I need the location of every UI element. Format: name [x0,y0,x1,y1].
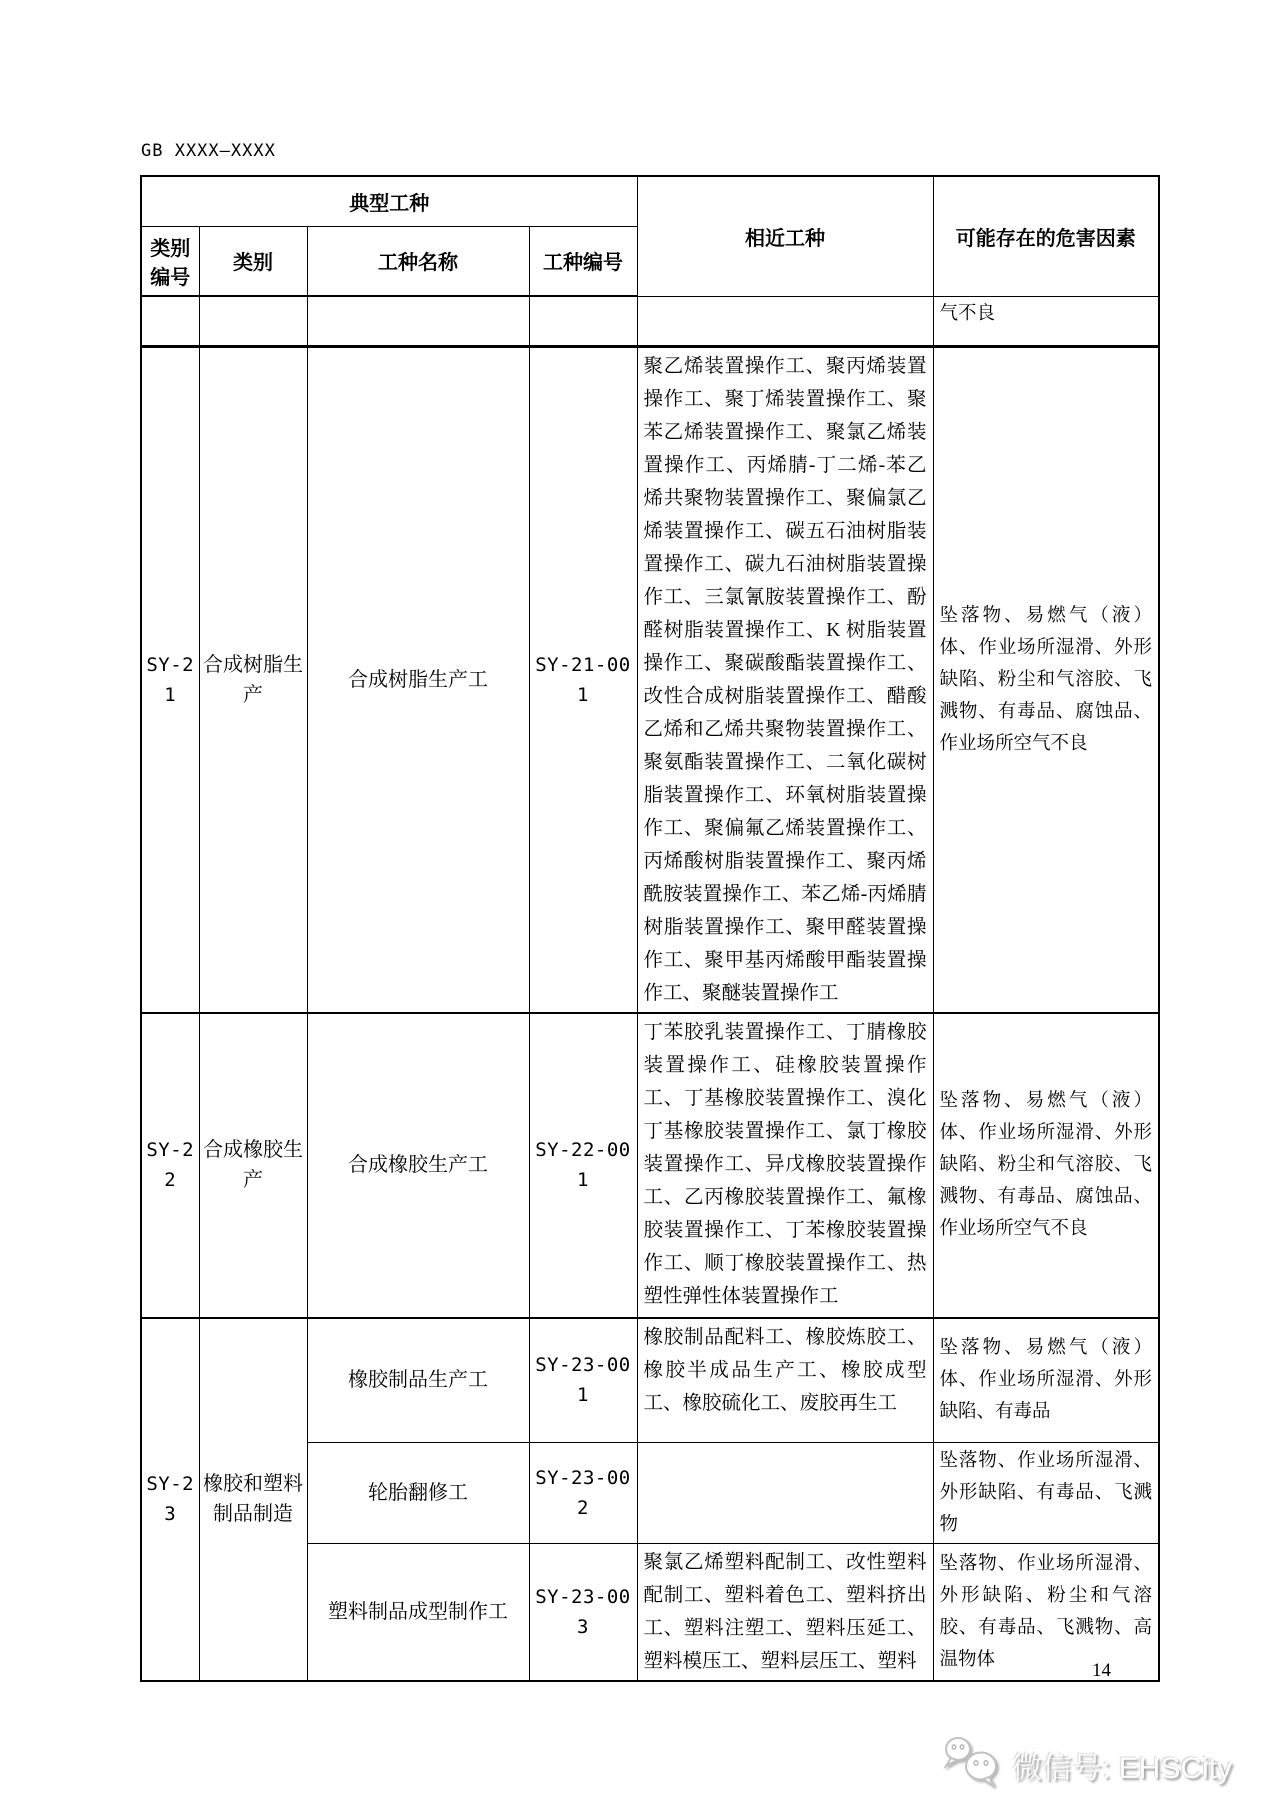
cell-similar-jobs [637,296,933,346]
watermark [942,1736,1232,1793]
cell-job-code: SY-23-003 [529,1544,637,1682]
cell-category-no: SY-21 [141,346,199,1013]
cell-similar-jobs: 聚乙烯装置操作工、聚丙烯装置操作工、聚丁烯装置操作工、聚苯乙烯装置操作工、聚氯乙烯装置操作工、丙烯腈-丁二烯-苯乙烯共聚物装置操作工、聚偏氯乙烯装置操作工、碳五石油树脂装置操作工、碳九石油树脂装置操作工、三氯氰胺装置操作工、酚醛树脂装置操作工、K 树脂装置操作工、聚碳酸酯装置操作工、改性合成树脂装置操作工、醋酸乙烯和乙烯共聚物装置操作工、聚氨酯装置操作工、二氧化碳树脂装置操作工、环氧树脂装置操作工、聚偏氟乙烯装置操作工、丙烯酸树脂装置操作工、聚丙烯酰胺装置操作工、苯乙烯-丙烯腈树脂装置操作工、聚甲醛装置操作工、聚甲基丙烯酸甲酯装置操作工、聚醚装置操作工 [637,346,933,1013]
cell-job-code: SY-21-001 [529,346,637,1013]
cell-category: 合成橡胶生产 [199,1013,307,1318]
cell-job-name: 合成橡胶生产工 [307,1013,529,1318]
cell-job-name: 橡胶制品生产工 [307,1318,529,1443]
cell-job-name: 塑料制品成型制作工 [307,1544,529,1682]
cell-job-code: SY-22-001 [529,1013,637,1318]
job-hazard-table [140,175,1160,1682]
cell-job-code: SY-23-002 [529,1443,637,1544]
cell-category: 合成树脂生产 [199,346,307,1013]
continuation-row [141,296,1159,346]
header-category-no: 类别编号 [141,226,199,296]
header-job-name: 工种名称 [307,226,529,296]
page-number: 14 [1092,1660,1111,1681]
cell-hazards: 坠落物、作业场所湿滑、外形缺陷、有毒品、飞溅物 [933,1443,1159,1544]
cell-job-code [529,296,637,346]
cell-job-name: 轮胎翻修工 [307,1443,529,1544]
cell-category-no [141,296,199,346]
cell-similar-jobs: 聚氯乙烯塑料配制工、改性塑料配制工、塑料着色工、塑料挤出工、塑料注塑工、塑料压延工、塑料模压工、塑料层压工、塑料 [637,1544,933,1682]
cell-job-code: SY-23-001 [529,1318,637,1443]
header-job-no: 工种编号 [529,226,637,296]
wechat-icon [942,1736,1004,1793]
cell-category: 橡胶和塑料制品制造 [199,1318,307,1682]
header-similar-jobs: 相近工种 [637,176,933,296]
cell-job-name [307,296,529,346]
doc-code: GB XXXX—XXXX [141,141,276,161]
cell-hazards: 坠落物、易燃气（液）体、作业场所湿滑、外形缺陷、粉尘和气溶胶、飞溅物、有毒品、腐蚀品、作业场所空气不良 [933,346,1159,1013]
table-row [141,346,1159,1013]
continuation-hazard-cell: 气不良 [933,296,1159,346]
cell-hazards: 坠落物、易燃气（液）体、作业场所湿滑、外形缺陷、粉尘和气溶胶、飞溅物、有毒品、腐蚀品、作业场所空气不良 [933,1013,1159,1318]
cell-similar-jobs: 丁苯胶乳装置操作工、丁腈橡胶装置操作工、硅橡胶装置操作工、丁基橡胶装置操作工、溴化丁基橡胶装置操作工、氯丁橡胶装置操作工、异戊橡胶装置操作工、乙丙橡胶装置操作工、氟橡胶装置操作工、丁苯橡胶装置操作工、顺丁橡胶装置操作工、热塑性弹性体装置操作工 [637,1013,933,1318]
cell-category-no: SY-23 [141,1318,199,1682]
table-row [141,1318,1159,1443]
cell-hazards: 坠落物、作业场所湿滑、外形缺陷、粉尘和气溶胶、有毒品、飞溅物、高温物体 [933,1544,1159,1682]
cell-similar-jobs [637,1443,933,1544]
header-typical-jobs: 典型工种 [141,176,637,226]
cell-hazards: 坠落物、易燃气（液）体、作业场所湿滑、外形缺陷、有毒品 [933,1318,1159,1443]
cell-category-no: SY-22 [141,1013,199,1318]
header-hazards: 可能存在的危害因素 [933,176,1159,296]
watermark-text: 微信号: EHSCity [1012,1751,1233,1785]
table-row [141,1013,1159,1318]
header-row-top [141,176,1159,226]
cell-category [199,296,307,346]
cell-similar-jobs: 橡胶制品配料工、橡胶炼胶工、橡胶半成品生产工、橡胶成型工、橡胶硫化工、废胶再生工 [637,1318,933,1443]
cell-job-name: 合成树脂生产工 [307,346,529,1013]
header-category: 类别 [199,226,307,296]
